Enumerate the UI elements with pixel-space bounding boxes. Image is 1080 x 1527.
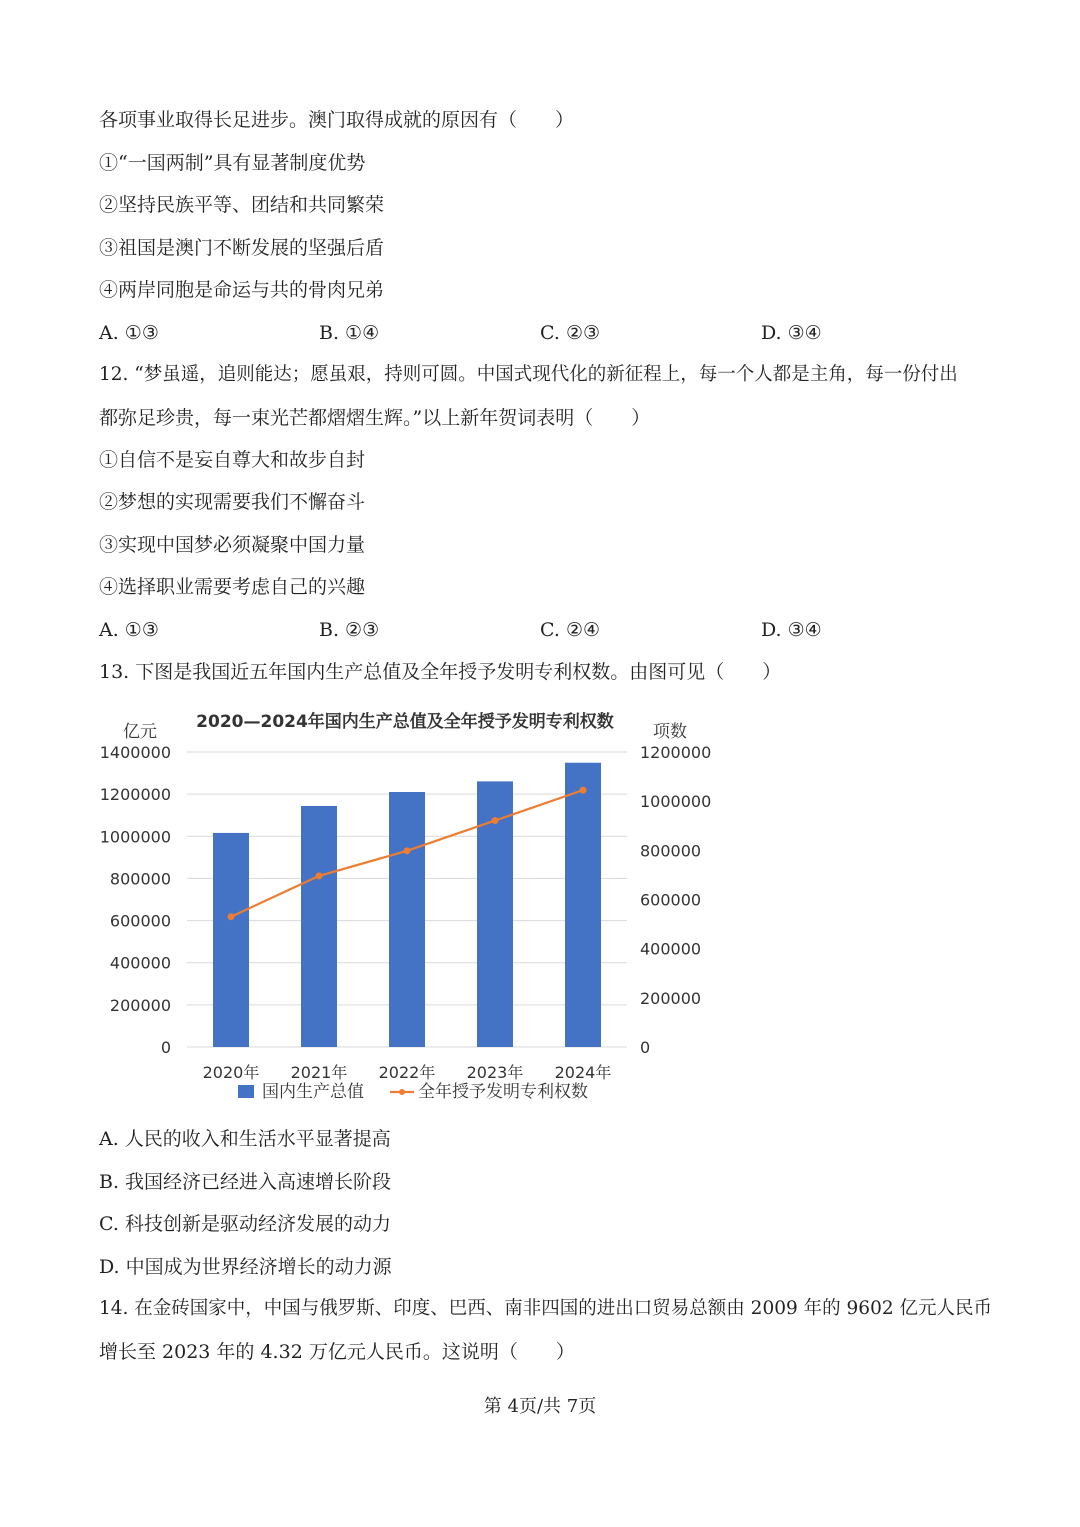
q12-stem-line-1: 12. “梦虽遥，追则能达；愿虽艰，持则可圆。中国式现代化的新征程上，每一个人都是主角，每一份付出 xyxy=(99,364,958,385)
page-number: 第 4页/共 7页 xyxy=(483,1396,597,1417)
q12-statement-2: ②梦想的实现需要我们不懈奋斗 xyxy=(99,491,366,513)
q12-statement-1: ①自信不是妄自尊大和故步自封 xyxy=(99,449,366,471)
q11-option-c: C. ②③ xyxy=(540,322,601,344)
left-tick-label: 600000 xyxy=(109,911,171,931)
q12-stem-line-2: 都弥足珍贵，每一束光芒都熠熠生辉。”以上新年贺词表明（ ） xyxy=(99,407,651,429)
left-tick-label: 400000 xyxy=(109,953,171,973)
gdp-bar xyxy=(389,792,425,1047)
q13-option-d: D. 中国成为世界经济增长的动力源 xyxy=(99,1256,392,1278)
q12-statement-3: ③实现中国梦必须凝聚中国力量 xyxy=(99,534,366,556)
left-tick-label: 1200000 xyxy=(99,785,171,805)
left-tick-label: 200000 xyxy=(109,995,171,1015)
patent-point xyxy=(316,872,323,879)
q11-option-d: D. ③④ xyxy=(761,322,822,344)
right-tick-label: 600000 xyxy=(640,890,702,910)
right-tick-label: 200000 xyxy=(640,988,702,1008)
q13-option-c: C. 科技创新是驱动经济发展的动力 xyxy=(99,1213,391,1235)
patent-point xyxy=(492,817,499,824)
q11-statement-2: ②坚持民族平等、团结和共同繁荣 xyxy=(99,194,385,216)
left-axis-unit: 亿元 xyxy=(123,722,157,742)
q11-option-a: A. ①③ xyxy=(99,322,159,344)
right-tick-label: 400000 xyxy=(640,939,702,959)
patent-point xyxy=(228,913,235,920)
right-axis-unit: 项数 xyxy=(653,722,687,742)
right-tick-label: 800000 xyxy=(640,841,702,861)
q12-option-b: B. ②③ xyxy=(319,619,380,641)
q13-option-b: B. 我国经济已经进入高速增长阶段 xyxy=(99,1171,392,1193)
x-tick-label: 2020年 xyxy=(202,1063,260,1082)
chart-title: 2020—2024年国内生产总值及全年授予发明专利权数 xyxy=(196,712,614,732)
q12-statement-4: ④选择职业需要考虑自己的兴趣 xyxy=(99,576,366,598)
gdp-patent-chart xyxy=(95,700,735,1110)
legend-line-label: 全年授予发明专利权数 xyxy=(418,1082,588,1102)
q13-stem: 13. 下图是我国近五年国内生产总值及全年授予发明专利权数。由图可见（ ） xyxy=(99,661,782,683)
q12-option-d: D. ③④ xyxy=(761,619,822,641)
q12-option-c: C. ②④ xyxy=(540,619,601,641)
q11-statement-3: ③祖国是澳门不断发展的坚强后盾 xyxy=(99,237,385,259)
x-tick-label: 2021年 xyxy=(290,1063,348,1082)
legend-line-marker xyxy=(399,1089,405,1095)
legend-bar-label: 国内生产总值 xyxy=(262,1082,364,1102)
patent-point xyxy=(404,847,411,854)
left-tick-label: 1000000 xyxy=(99,827,171,847)
q11-stem-tail: 各项事业取得长足进步。澳门取得成就的原因有（ ） xyxy=(99,109,575,131)
q14-stem-line-2: 增长至 2023 年的 4.32 万亿元人民币。这说明（ ） xyxy=(99,1341,575,1363)
x-tick-label: 2024年 xyxy=(554,1063,612,1082)
q12-option-a: A. ①③ xyxy=(99,619,159,641)
left-tick-label: 0 xyxy=(160,1038,171,1057)
gdp-bar xyxy=(213,833,249,1047)
right-tick-label: 1000000 xyxy=(640,792,712,812)
x-tick-label: 2022年 xyxy=(378,1063,436,1082)
q14-stem-line-1: 14. 在金砖国家中，中国与俄罗斯、印度、巴西、南非四国的进出口贸易总额由 2009 年的 9602 亿元人民币 xyxy=(99,1298,992,1319)
q11-statement-1: ①“一国两制”具有显著制度优势 xyxy=(99,152,366,174)
right-tick-label: 0 xyxy=(640,1038,651,1057)
patent-point xyxy=(580,787,587,794)
gdp-bar xyxy=(301,806,337,1047)
q11-statement-4: ④两岸同胞是命运与共的骨肉兄弟 xyxy=(99,279,385,301)
q13-option-a: A. 人民的收入和生活水平显著提高 xyxy=(99,1128,391,1150)
gdp-bar xyxy=(565,763,601,1047)
q11-option-b: B. ①④ xyxy=(319,322,380,344)
left-tick-label: 800000 xyxy=(109,869,171,889)
left-tick-label: 1400000 xyxy=(99,743,171,762)
x-tick-label: 2023年 xyxy=(466,1063,524,1082)
right-tick-label: 1200000 xyxy=(640,743,712,762)
legend-bar-swatch xyxy=(238,1085,254,1098)
